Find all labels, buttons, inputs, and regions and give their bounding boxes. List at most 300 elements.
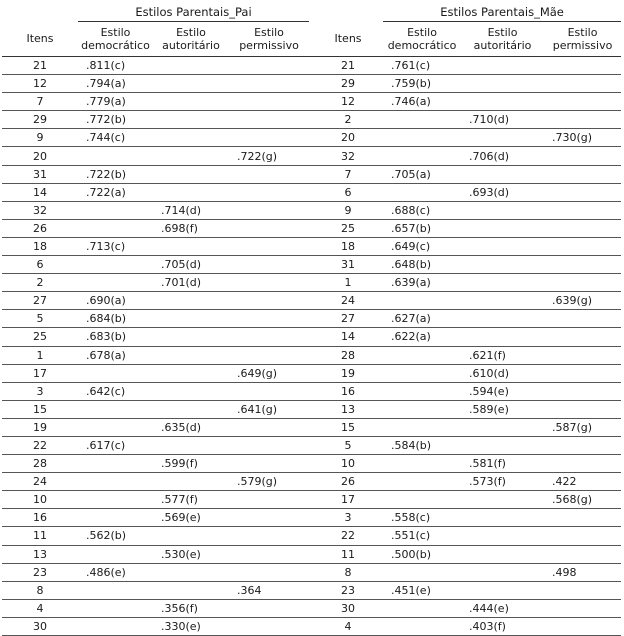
mae-democratico-cell xyxy=(383,292,461,310)
mae-autoritario-cell: .403(f) xyxy=(461,617,544,635)
blank-corner-right xyxy=(313,2,383,22)
mae-item-cell: 29 xyxy=(313,75,383,93)
pai-item-cell: 25 xyxy=(2,328,78,346)
mae-item-cell: 23 xyxy=(313,581,383,599)
pai-item-cell: 13 xyxy=(2,545,78,563)
mae-permissivo-cell xyxy=(544,274,621,292)
mae-item-cell: 10 xyxy=(313,455,383,473)
mae-democratico-cell: .551(c) xyxy=(383,527,461,545)
mae-democratico-cell: .584(b) xyxy=(383,436,461,454)
mae-autoritario-cell xyxy=(461,563,544,581)
pai-democratico-cell xyxy=(78,473,153,491)
mae-democratico-cell xyxy=(383,346,461,364)
pai-democratico-cell xyxy=(78,256,153,274)
pai-autoritario-cell xyxy=(153,400,229,418)
pai-autoritario-cell: .599(f) xyxy=(153,455,229,473)
table-row xyxy=(2,617,621,635)
table-row xyxy=(2,147,621,165)
mae-democratico-cell xyxy=(383,382,461,400)
pai-democratico-cell xyxy=(78,418,153,436)
header-permissivo-mae: Estilo permissivo xyxy=(544,22,621,57)
pai-democratico-cell xyxy=(78,455,153,473)
mae-autoritario-cell xyxy=(461,436,544,454)
pai-democratico-cell xyxy=(78,219,153,237)
mae-democratico-cell: .500(b) xyxy=(383,545,461,563)
pai-democratico-cell: .722(a) xyxy=(78,183,153,201)
pai-permissivo-cell xyxy=(229,237,309,255)
pai-democratico-cell: .683(b) xyxy=(78,328,153,346)
mae-item-cell: 30 xyxy=(313,599,383,617)
mae-autoritario-cell xyxy=(461,201,544,219)
mae-permissivo-cell xyxy=(544,111,621,129)
mae-permissivo-cell xyxy=(544,93,621,111)
pai-item-cell: 8 xyxy=(2,581,78,599)
pai-democratico-cell xyxy=(78,581,153,599)
table-row xyxy=(2,219,621,237)
pai-item-cell: 6 xyxy=(2,256,78,274)
mae-item-cell: 9 xyxy=(313,201,383,219)
pai-autoritario-cell xyxy=(153,527,229,545)
mae-autoritario-cell xyxy=(461,491,544,509)
mae-item-cell: 26 xyxy=(313,473,383,491)
mae-democratico-cell: .688(c) xyxy=(383,201,461,219)
mae-item-cell: 24 xyxy=(313,292,383,310)
pai-democratico-cell: .617(c) xyxy=(78,436,153,454)
mae-item-cell: 7 xyxy=(313,165,383,183)
mae-permissivo-cell xyxy=(544,328,621,346)
mae-autoritario-cell xyxy=(461,75,544,93)
table-row xyxy=(2,563,621,581)
mae-democratico-cell: .761(c) xyxy=(383,57,461,75)
mae-autoritario-cell: .610(d) xyxy=(461,364,544,382)
mae-item-cell: 4 xyxy=(313,617,383,635)
pai-democratico-cell xyxy=(78,274,153,292)
pai-item-cell: 29 xyxy=(2,111,78,129)
mae-item-cell: 16 xyxy=(313,382,383,400)
mae-autoritario-cell xyxy=(461,328,544,346)
pai-permissivo-cell xyxy=(229,111,309,129)
mae-democratico-cell xyxy=(383,599,461,617)
mae-item-cell: 15 xyxy=(313,418,383,436)
pai-item-cell: 24 xyxy=(2,473,78,491)
table-row xyxy=(2,436,621,454)
mae-item-cell: 12 xyxy=(313,93,383,111)
mae-item-cell: 17 xyxy=(313,491,383,509)
mae-autoritario-cell xyxy=(461,292,544,310)
mae-democratico-cell: .451(e) xyxy=(383,581,461,599)
pai-item-cell: 14 xyxy=(2,183,78,201)
pai-permissivo-cell xyxy=(229,183,309,201)
table-row xyxy=(2,165,621,183)
table-row xyxy=(2,328,621,346)
mae-autoritario-cell xyxy=(461,237,544,255)
pai-item-cell: 19 xyxy=(2,418,78,436)
pai-democratico-cell xyxy=(78,400,153,418)
mae-democratico-cell: .746(a) xyxy=(383,93,461,111)
mae-permissivo-cell xyxy=(544,545,621,563)
mae-democratico-cell xyxy=(383,418,461,436)
mae-democratico-cell xyxy=(383,129,461,147)
pai-item-cell: 27 xyxy=(2,292,78,310)
table-body xyxy=(2,57,621,636)
table-row xyxy=(2,473,621,491)
table-row xyxy=(2,599,621,617)
mae-permissivo-cell xyxy=(544,165,621,183)
mae-permissivo-cell xyxy=(544,455,621,473)
pai-autoritario-cell xyxy=(153,328,229,346)
pai-permissivo-cell xyxy=(229,57,309,75)
mae-autoritario-cell: .581(f) xyxy=(461,455,544,473)
pai-permissivo-cell: .579(g) xyxy=(229,473,309,491)
pai-democratico-cell xyxy=(78,147,153,165)
mae-permissivo-cell: .498 xyxy=(544,563,621,581)
pai-autoritario-cell xyxy=(153,292,229,310)
mae-autoritario-cell: .621(f) xyxy=(461,346,544,364)
header-itens-pai: Itens xyxy=(2,22,78,57)
pai-autoritario-cell xyxy=(153,346,229,364)
pai-democratico-cell: .744(c) xyxy=(78,129,153,147)
mae-autoritario-cell xyxy=(461,57,544,75)
mae-democratico-cell: .648(b) xyxy=(383,256,461,274)
mae-democratico-cell xyxy=(383,617,461,635)
mae-democratico-cell xyxy=(383,183,461,201)
table-row xyxy=(2,545,621,563)
pai-autoritario-cell xyxy=(153,473,229,491)
mae-autoritario-cell: .693(d) xyxy=(461,183,544,201)
mae-democratico-cell xyxy=(383,364,461,382)
pai-democratico-cell: .642(c) xyxy=(78,382,153,400)
table-row xyxy=(2,310,621,328)
mae-autoritario-cell xyxy=(461,581,544,599)
pai-permissivo-cell xyxy=(229,617,309,635)
pai-autoritario-cell: .714(d) xyxy=(153,201,229,219)
pai-autoritario-cell xyxy=(153,581,229,599)
mae-item-cell: 20 xyxy=(313,129,383,147)
table-row xyxy=(2,418,621,436)
mae-item-cell: 28 xyxy=(313,346,383,364)
pai-democratico-cell: .486(e) xyxy=(78,563,153,581)
pai-permissivo-cell xyxy=(229,201,309,219)
pai-democratico-cell xyxy=(78,491,153,509)
mae-democratico-cell: .649(c) xyxy=(383,237,461,255)
mae-permissivo-cell xyxy=(544,617,621,635)
mae-permissivo-cell xyxy=(544,256,621,274)
mae-democratico-cell: .639(a) xyxy=(383,274,461,292)
pai-autoritario-cell xyxy=(153,147,229,165)
mae-item-cell: 8 xyxy=(313,563,383,581)
pai-item-cell: 4 xyxy=(2,599,78,617)
table-row xyxy=(2,455,621,473)
pai-permissivo-cell xyxy=(229,165,309,183)
pai-item-cell: 12 xyxy=(2,75,78,93)
pai-item-cell: 2 xyxy=(2,274,78,292)
pai-permissivo-cell xyxy=(229,563,309,581)
mae-permissivo-cell xyxy=(544,237,621,255)
pai-democratico-cell: .684(b) xyxy=(78,310,153,328)
table-row xyxy=(2,527,621,545)
mae-item-cell: 5 xyxy=(313,436,383,454)
pai-item-cell: 20 xyxy=(2,147,78,165)
mae-item-cell: 22 xyxy=(313,527,383,545)
mae-autoritario-cell: .589(e) xyxy=(461,400,544,418)
mae-item-cell: 27 xyxy=(313,310,383,328)
pai-permissivo-cell xyxy=(229,509,309,527)
pai-democratico-cell: .713(c) xyxy=(78,237,153,255)
mae-autoritario-cell xyxy=(461,93,544,111)
pai-permissivo-cell xyxy=(229,491,309,509)
mae-permissivo-cell: .730(g) xyxy=(544,129,621,147)
pai-autoritario-cell xyxy=(153,93,229,111)
table-row xyxy=(2,491,621,509)
pai-autoritario-cell: .635(d) xyxy=(153,418,229,436)
pai-autoritario-cell xyxy=(153,436,229,454)
mae-autoritario-cell: .706(d) xyxy=(461,147,544,165)
mae-permissivo-cell xyxy=(544,400,621,418)
mae-democratico-cell: .657(b) xyxy=(383,219,461,237)
pai-democratico-cell: .722(b) xyxy=(78,165,153,183)
table-row xyxy=(2,581,621,599)
mae-item-cell: 18 xyxy=(313,237,383,255)
pai-item-cell: 21 xyxy=(2,57,78,75)
table-row xyxy=(2,256,621,274)
table-row xyxy=(2,183,621,201)
pai-item-cell: 3 xyxy=(2,382,78,400)
pai-permissivo-cell xyxy=(229,129,309,147)
pai-democratico-cell: .690(a) xyxy=(78,292,153,310)
pai-autoritario-cell: .569(e) xyxy=(153,509,229,527)
pai-permissivo-cell xyxy=(229,599,309,617)
pai-permissivo-cell xyxy=(229,527,309,545)
header-itens-mae: Itens xyxy=(313,22,383,57)
mae-permissivo-cell xyxy=(544,527,621,545)
pai-democratico-cell xyxy=(78,545,153,563)
mae-democratico-cell: .627(a) xyxy=(383,310,461,328)
pai-democratico-cell: .562(b) xyxy=(78,527,153,545)
pai-permissivo-cell xyxy=(229,75,309,93)
mae-autoritario-cell: .594(e) xyxy=(461,382,544,400)
pai-autoritario-cell xyxy=(153,237,229,255)
table-row xyxy=(2,129,621,147)
mae-item-cell: 3 xyxy=(313,509,383,527)
table-row xyxy=(2,382,621,400)
pai-permissivo-cell: .722(g) xyxy=(229,147,309,165)
table-row xyxy=(2,292,621,310)
mae-autoritario-cell xyxy=(461,509,544,527)
header-autoritario-pai: Estilo autoritário xyxy=(153,22,229,57)
mae-democratico-cell xyxy=(383,473,461,491)
pai-item-cell: 7 xyxy=(2,93,78,111)
pai-democratico-cell: .811(c) xyxy=(78,57,153,75)
pai-item-cell: 9 xyxy=(2,129,78,147)
pai-permissivo-cell: .649(g) xyxy=(229,364,309,382)
header-permissivo-pai: Estilo permissivo xyxy=(229,22,309,57)
pai-permissivo-cell xyxy=(229,455,309,473)
pai-autoritario-cell: .356(f) xyxy=(153,599,229,617)
table-row xyxy=(2,364,621,382)
pai-autoritario-cell xyxy=(153,111,229,129)
pai-item-cell: 16 xyxy=(2,509,78,527)
mae-democratico-cell xyxy=(383,400,461,418)
pai-autoritario-cell xyxy=(153,364,229,382)
table-row xyxy=(2,400,621,418)
pai-democratico-cell xyxy=(78,201,153,219)
mae-autoritario-cell: .710(d) xyxy=(461,111,544,129)
mae-permissivo-cell: .639(g) xyxy=(544,292,621,310)
pai-permissivo-cell xyxy=(229,310,309,328)
pai-item-cell: 23 xyxy=(2,563,78,581)
pai-item-cell: 1 xyxy=(2,346,78,364)
pai-permissivo-cell xyxy=(229,274,309,292)
table-row xyxy=(2,346,621,364)
mae-permissivo-cell: .568(g) xyxy=(544,491,621,509)
table-row xyxy=(2,111,621,129)
pai-autoritario-cell xyxy=(153,129,229,147)
header-democratico-pai: Estilo democrático xyxy=(78,22,153,57)
pai-permissivo-cell: .364 xyxy=(229,581,309,599)
mae-permissivo-cell xyxy=(544,310,621,328)
pai-item-cell: 31 xyxy=(2,165,78,183)
pai-permissivo-cell xyxy=(229,436,309,454)
group-header-pai: Estilos Parentais_Pai xyxy=(78,2,309,22)
mae-autoritario-cell xyxy=(461,310,544,328)
mae-permissivo-cell xyxy=(544,201,621,219)
table-row xyxy=(2,237,621,255)
mae-democratico-cell: .759(b) xyxy=(383,75,461,93)
mae-permissivo-cell xyxy=(544,147,621,165)
pai-item-cell: 22 xyxy=(2,436,78,454)
mae-democratico-cell xyxy=(383,563,461,581)
mae-item-cell: 21 xyxy=(313,57,383,75)
pai-autoritario-cell: .701(d) xyxy=(153,274,229,292)
pai-democratico-cell: .779(a) xyxy=(78,93,153,111)
mae-democratico-cell: .558(c) xyxy=(383,509,461,527)
pai-democratico-cell xyxy=(78,617,153,635)
pai-item-cell: 17 xyxy=(2,364,78,382)
pai-autoritario-cell xyxy=(153,183,229,201)
pai-democratico-cell xyxy=(78,509,153,527)
pai-democratico-cell: .678(a) xyxy=(78,346,153,364)
table-row xyxy=(2,93,621,111)
mae-item-cell: 13 xyxy=(313,400,383,418)
pai-autoritario-cell: .705(d) xyxy=(153,256,229,274)
mae-autoritario-cell xyxy=(461,165,544,183)
mae-item-cell: 11 xyxy=(313,545,383,563)
pai-autoritario-cell: .330(e) xyxy=(153,617,229,635)
table-row xyxy=(2,274,621,292)
table-row xyxy=(2,75,621,93)
mae-permissivo-cell xyxy=(544,364,621,382)
mae-item-cell: 19 xyxy=(313,364,383,382)
factor-loadings-table xyxy=(2,2,621,636)
mae-democratico-cell: .705(a) xyxy=(383,165,461,183)
mae-item-cell: 1 xyxy=(313,274,383,292)
pai-item-cell: 28 xyxy=(2,455,78,473)
mae-autoritario-cell xyxy=(461,545,544,563)
pai-permissivo-cell xyxy=(229,219,309,237)
pai-item-cell: 15 xyxy=(2,400,78,418)
mae-autoritario-cell: .444(e) xyxy=(461,599,544,617)
mae-item-cell: 2 xyxy=(313,111,383,129)
pai-autoritario-cell: .530(e) xyxy=(153,545,229,563)
pai-permissivo-cell xyxy=(229,256,309,274)
pai-autoritario-cell xyxy=(153,382,229,400)
pai-democratico-cell: .772(b) xyxy=(78,111,153,129)
header-democratico-mae: Estilo democrático xyxy=(383,22,461,57)
mae-permissivo-cell xyxy=(544,75,621,93)
mae-permissivo-cell xyxy=(544,346,621,364)
pai-democratico-cell xyxy=(78,364,153,382)
pai-autoritario-cell xyxy=(153,563,229,581)
table-row xyxy=(2,57,621,75)
mae-democratico-cell xyxy=(383,491,461,509)
mae-permissivo-cell xyxy=(544,436,621,454)
pai-permissivo-cell xyxy=(229,93,309,111)
mae-item-cell: 25 xyxy=(313,219,383,237)
mae-democratico-cell xyxy=(383,455,461,473)
table-row xyxy=(2,201,621,219)
pai-item-cell: 11 xyxy=(2,527,78,545)
pai-permissivo-cell xyxy=(229,418,309,436)
pai-autoritario-cell xyxy=(153,75,229,93)
mae-autoritario-cell xyxy=(461,274,544,292)
mae-permissivo-cell xyxy=(544,581,621,599)
table-row xyxy=(2,509,621,527)
pai-item-cell: 5 xyxy=(2,310,78,328)
mae-autoritario-cell xyxy=(461,527,544,545)
pai-democratico-cell xyxy=(78,599,153,617)
pai-autoritario-cell xyxy=(153,310,229,328)
pai-democratico-cell: .794(a) xyxy=(78,75,153,93)
pai-item-cell: 32 xyxy=(2,201,78,219)
mae-autoritario-cell: .573(f) xyxy=(461,473,544,491)
pai-permissivo-cell xyxy=(229,545,309,563)
pai-permissivo-cell: .641(g) xyxy=(229,400,309,418)
pai-permissivo-cell xyxy=(229,328,309,346)
mae-democratico-cell xyxy=(383,111,461,129)
pai-permissivo-cell xyxy=(229,382,309,400)
mae-democratico-cell: .622(a) xyxy=(383,328,461,346)
mae-item-cell: 14 xyxy=(313,328,383,346)
pai-item-cell: 18 xyxy=(2,237,78,255)
mae-item-cell: 6 xyxy=(313,183,383,201)
group-header-mae: Estilos Parentais_Mãe xyxy=(383,2,621,22)
mae-item-cell: 32 xyxy=(313,147,383,165)
header-autoritario-mae: Estilo autoritário xyxy=(461,22,544,57)
mae-item-cell: 31 xyxy=(313,256,383,274)
mae-autoritario-cell xyxy=(461,418,544,436)
mae-permissivo-cell xyxy=(544,219,621,237)
mae-autoritario-cell xyxy=(461,256,544,274)
pai-autoritario-cell: .698(f) xyxy=(153,219,229,237)
mae-permissivo-cell xyxy=(544,382,621,400)
pai-item-cell: 10 xyxy=(2,491,78,509)
pai-item-cell: 26 xyxy=(2,219,78,237)
mae-autoritario-cell xyxy=(461,219,544,237)
mae-permissivo-cell xyxy=(544,599,621,617)
pai-permissivo-cell xyxy=(229,346,309,364)
pai-item-cell: 30 xyxy=(2,617,78,635)
pai-autoritario-cell: .577(f) xyxy=(153,491,229,509)
mae-democratico-cell xyxy=(383,147,461,165)
blank-corner-left xyxy=(2,2,78,22)
mae-permissivo-cell: .422 xyxy=(544,473,621,491)
mae-autoritario-cell xyxy=(461,129,544,147)
mae-permissivo-cell xyxy=(544,509,621,527)
pai-permissivo-cell xyxy=(229,292,309,310)
mae-permissivo-cell xyxy=(544,57,621,75)
pai-autoritario-cell xyxy=(153,165,229,183)
mae-permissivo-cell xyxy=(544,183,621,201)
